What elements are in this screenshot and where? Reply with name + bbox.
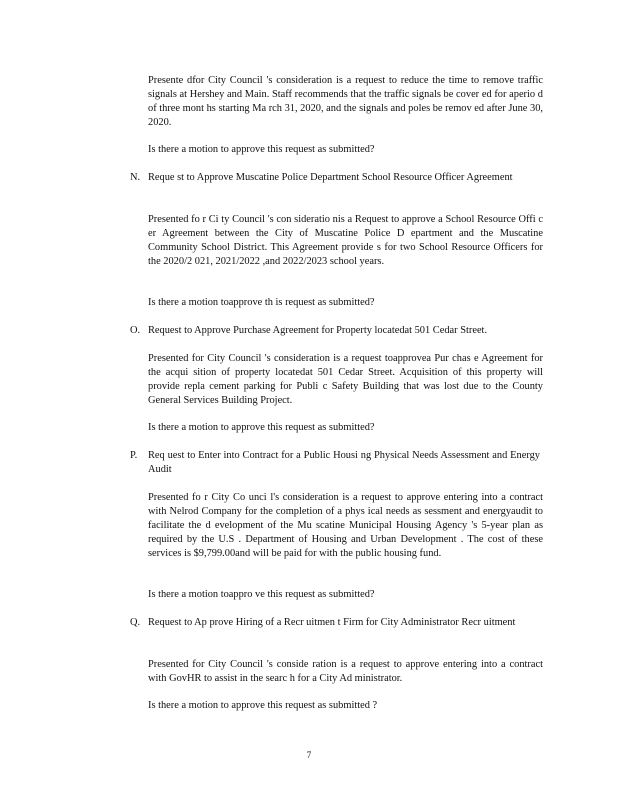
agenda-item-p: [130, 449, 540, 477]
item-p-body: Presented fo r City Co unci l's consideration is a request to approve entering into a contract with Nelrod Company for the completion of a phys ical needs as sessment and energyaudit to facilitate the d evelopment of the Mu scatine Municipal Housing Agency 's 5-year plan as required by the U.S . Department of Housing and Urban Development . The cost of these services is $9,799.00and will be paid for with the public housing fund.: [148, 492, 543, 559]
item-q-body: Presented for City Council 's conside ration is a request to approve entering into a contract with GovHR to assist in the searc h for a City Ad ministrator.: [148, 659, 543, 684]
item-letter: O.: [130, 325, 141, 336]
item-title: Request to Approve Purchase Agreement for Property locatedat 501 Cedar Street.: [148, 325, 488, 336]
item-letter: Q.: [130, 617, 141, 628]
item-o-question: Is there a motion to approve this request as submitted?: [148, 422, 375, 433]
agenda-item-n: [130, 171, 540, 185]
item-letter: N.: [130, 172, 141, 183]
item-title: Request to Ap prove Hiring of a Recr uitmen t Firm for City Administrator Recr uitment: [148, 617, 516, 628]
agenda-item-q: [130, 616, 540, 630]
page-number: 7: [306, 750, 312, 760]
item-title: Reque st to Approve Muscatine Police Department School Resource Officer Agreement: [148, 172, 513, 183]
intro-body: Presente dfor City Council 's consideration is a request to reduce the time to remove traffic signals at Hershey and Main. Staff recommends that the traffic signals be cover ed for aperio d of three mont hs starting Ma rch 31, 2020, and the signals and poles be remov ed after June 30, 2020.: [148, 75, 543, 128]
item-n-question: Is there a motion toapprove th is request as submitted?: [148, 297, 375, 308]
item-o-body: Presented for City Council 's consideration is a request toapprovea Pur chas e Agreement for the acqui sition of property locatedat 501 Cedar Street. Acquisition of this property will provide repla cement parking for Publi c Safety Building that was lost due to the County General Services Building Project.: [148, 353, 543, 406]
item-p-question: Is there a motion toappro ve this request as submitted?: [148, 589, 375, 600]
item-q-question: Is there a motion to approve this request as submitted ?: [148, 700, 378, 711]
item-n-body: Presented fo r Ci ty Council 's con sideratio nis a Request to approve a School Resource Offi c er Agreement between the City of Muscatine Police D epartment and the Muscatine Community School District. This Agreement provide s for two School Resource Officers for the 2020/2 021, 2021/2022 ,and 2022/2023 school years.: [148, 214, 543, 267]
item-letter: P.: [130, 450, 138, 461]
agenda-item-o: [130, 324, 540, 338]
item-title: Req uest to Enter into Contract for a Public Housi ng Physical Needs Assessment and Energy Audit: [148, 450, 540, 475]
intro-question: Is there a motion to approve this request as submitted?: [148, 144, 375, 155]
